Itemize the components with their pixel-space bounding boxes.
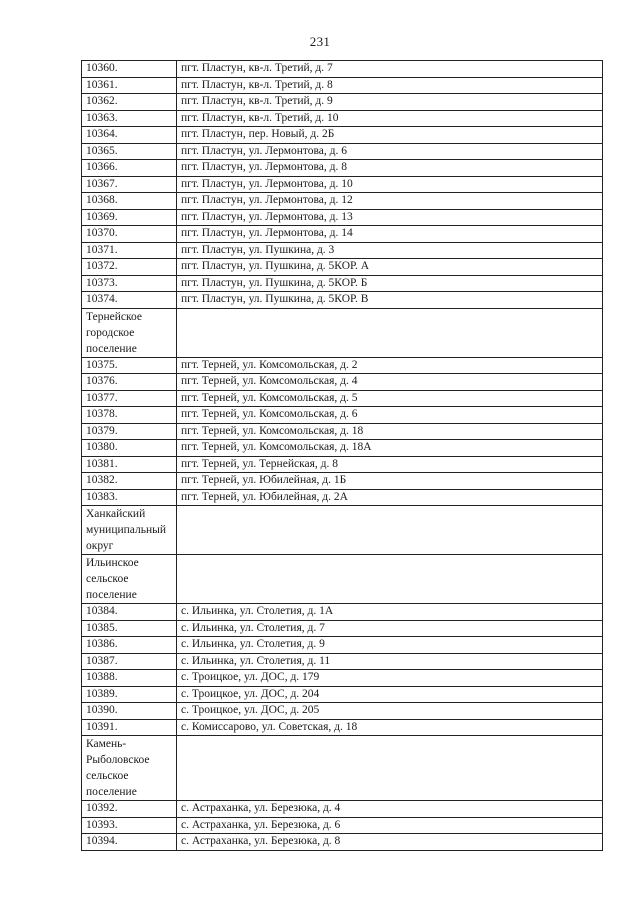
record-address: пгт. Терней, ул. Комсомольская, д. 5 bbox=[177, 390, 603, 407]
record-number: 10371. bbox=[82, 242, 177, 259]
record-number: 10369. bbox=[82, 209, 177, 226]
table-row bbox=[82, 440, 603, 457]
table-row bbox=[82, 226, 603, 243]
record-number: 10381. bbox=[82, 456, 177, 473]
record-address: пгт. Пластун, пер. Новый, д. 2Б bbox=[177, 127, 603, 144]
empty-cell bbox=[177, 736, 603, 801]
record-address: пгт. Пластун, ул. Пушкина, д. 5КОР. Б bbox=[177, 275, 603, 292]
table-row bbox=[82, 94, 603, 111]
record-address: пгт. Пластун, кв-л. Третий, д. 8 bbox=[177, 77, 603, 94]
table-row bbox=[82, 259, 603, 276]
record-number: 10377. bbox=[82, 390, 177, 407]
table-row bbox=[82, 160, 603, 177]
record-address: пгт. Терней, ул. Юбилейная, д. 1Б bbox=[177, 473, 603, 490]
table-row bbox=[82, 407, 603, 424]
record-address: пгт. Терней, ул. Юбилейная, д. 2А bbox=[177, 489, 603, 506]
record-address: пгт. Терней, ул. Комсомольская, д. 18А bbox=[177, 440, 603, 457]
record-number: 10380. bbox=[82, 440, 177, 457]
table-row bbox=[82, 209, 603, 226]
table-row bbox=[82, 456, 603, 473]
record-number: 10388. bbox=[82, 670, 177, 687]
record-number: 10378. bbox=[82, 407, 177, 424]
record-number: 10373. bbox=[82, 275, 177, 292]
table-row bbox=[82, 127, 603, 144]
table-row bbox=[82, 719, 603, 736]
section-name-line: сельское bbox=[86, 770, 129, 782]
record-number: 10379. bbox=[82, 423, 177, 440]
record-number: 10390. bbox=[82, 703, 177, 720]
record-number: 10383. bbox=[82, 489, 177, 506]
table-row bbox=[82, 604, 603, 621]
table-row bbox=[82, 423, 603, 440]
table-row bbox=[82, 489, 603, 506]
table-row bbox=[82, 390, 603, 407]
section-header-row bbox=[82, 555, 603, 604]
record-address: с. Ильинка, ул. Столетия, д. 11 bbox=[177, 653, 603, 670]
table-row bbox=[82, 193, 603, 210]
section-name-line: округ bbox=[86, 540, 114, 552]
record-address: с. Астраханка, ул. Березюка, д. 4 bbox=[177, 801, 603, 818]
record-address: пгт. Пластун, ул. Лермонтова, д. 13 bbox=[177, 209, 603, 226]
table-row bbox=[82, 374, 603, 391]
table-row bbox=[82, 110, 603, 127]
section-name-line: муниципальный bbox=[86, 524, 167, 536]
record-number: 10393. bbox=[82, 817, 177, 834]
section-name-line: Ильинское bbox=[86, 557, 139, 569]
record-number: 10363. bbox=[82, 110, 177, 127]
page-number: 231 bbox=[309, 34, 331, 49]
section-name-line: сельское bbox=[86, 573, 129, 585]
record-number: 10368. bbox=[82, 193, 177, 210]
table-row bbox=[82, 817, 603, 834]
record-address: пгт. Пластун, ул. Лермонтова, д. 10 bbox=[177, 176, 603, 193]
empty-cell bbox=[177, 308, 603, 357]
record-number: 10360. bbox=[82, 61, 177, 78]
record-address: с. Троицкое, ул. ДОС, д. 204 bbox=[177, 686, 603, 703]
record-number: 10385. bbox=[82, 620, 177, 637]
record-address: пгт. Терней, ул. Комсомольская, д. 2 bbox=[177, 357, 603, 374]
record-number: 10365. bbox=[82, 143, 177, 160]
record-address: пгт. Терней, ул. Комсомольская, д. 6 bbox=[177, 407, 603, 424]
record-address: с. Троицкое, ул. ДОС, д. 205 bbox=[177, 703, 603, 720]
record-number: 10386. bbox=[82, 637, 177, 654]
table-row bbox=[82, 357, 603, 374]
section-header-row bbox=[82, 308, 603, 357]
record-number: 10361. bbox=[82, 77, 177, 94]
section-name bbox=[82, 506, 177, 555]
record-number: 10372. bbox=[82, 259, 177, 276]
record-number: 10389. bbox=[82, 686, 177, 703]
record-address: с. Астраханка, ул. Березюка, д. 8 bbox=[177, 834, 603, 851]
record-address: пгт. Пластун, ул. Лермонтова, д. 14 bbox=[177, 226, 603, 243]
record-number: 10391. bbox=[82, 719, 177, 736]
section-name-line: поселение bbox=[86, 589, 137, 601]
record-number: 10376. bbox=[82, 374, 177, 391]
section-name-line: Тернейское bbox=[86, 310, 142, 323]
record-address: пгт. Терней, ул. Комсомольская, д. 18 bbox=[177, 423, 603, 440]
table-row bbox=[82, 77, 603, 94]
section-header-row bbox=[82, 506, 603, 555]
record-address: пгт. Пластун, ул. Лермонтова, д. 12 bbox=[177, 193, 603, 210]
address-registry-table bbox=[81, 60, 603, 851]
table-row bbox=[82, 670, 603, 687]
record-address: пгт. Пластун, ул. Пушкина, д. 3 bbox=[177, 242, 603, 259]
empty-cell bbox=[177, 555, 603, 604]
table-row bbox=[82, 686, 603, 703]
record-number: 10384. bbox=[82, 604, 177, 621]
table-row bbox=[82, 801, 603, 818]
table-row bbox=[82, 703, 603, 720]
section-name-line: городское bbox=[86, 326, 135, 339]
record-address: с. Ильинка, ул. Столетия, д. 7 bbox=[177, 620, 603, 637]
section-name-line: Рыболовское bbox=[86, 754, 150, 766]
table-row bbox=[82, 242, 603, 259]
table-row bbox=[82, 292, 603, 309]
record-number: 10392. bbox=[82, 801, 177, 818]
section-name-line: поселение bbox=[86, 342, 137, 355]
table-row bbox=[82, 637, 603, 654]
section-name-line: Камень- bbox=[86, 738, 127, 750]
record-address: пгт. Пластун, ул. Пушкина, д. 5КОР. А bbox=[177, 259, 603, 276]
record-address: пгт. Пластун, кв-л. Третий, д. 9 bbox=[177, 94, 603, 111]
empty-cell bbox=[177, 506, 603, 555]
record-number: 10374. bbox=[82, 292, 177, 309]
record-number: 10366. bbox=[82, 160, 177, 177]
section-name-line: Ханкайский bbox=[86, 508, 146, 520]
record-address: пгт. Терней, ул. Тернейская, д. 8 bbox=[177, 456, 603, 473]
section-name bbox=[82, 555, 177, 604]
record-address: с. Астраханка, ул. Березюка, д. 6 bbox=[177, 817, 603, 834]
record-number: 10394. bbox=[82, 834, 177, 851]
record-address: с. Троицкое, ул. ДОС, д. 179 bbox=[177, 670, 603, 687]
table-row bbox=[82, 473, 603, 490]
section-name bbox=[82, 736, 177, 801]
record-number: 10367. bbox=[82, 176, 177, 193]
registry-body bbox=[82, 61, 603, 851]
record-address: пгт. Пластун, ул. Лермонтова, д. 6 bbox=[177, 143, 603, 160]
record-number: 10370. bbox=[82, 226, 177, 243]
record-number: 10362. bbox=[82, 94, 177, 111]
table-row bbox=[82, 620, 603, 637]
record-address: с. Комиссарово, ул. Советская, д. 18 bbox=[177, 719, 603, 736]
record-number: 10387. bbox=[82, 653, 177, 670]
record-number: 10364. bbox=[82, 127, 177, 144]
record-address: пгт. Терней, ул. Комсомольская, д. 4 bbox=[177, 374, 603, 391]
section-name-line: поселение bbox=[86, 786, 137, 798]
table-row bbox=[82, 275, 603, 292]
record-address: пгт. Пластун, ул. Пушкина, д. 5КОР. В bbox=[177, 292, 603, 309]
record-address: пгт. Пластун, кв-л. Третий, д. 7 bbox=[177, 61, 603, 78]
record-address: пгт. Пластун, ул. Лермонтова, д. 8 bbox=[177, 160, 603, 177]
table-row bbox=[82, 61, 603, 78]
table-row bbox=[82, 176, 603, 193]
section-name bbox=[82, 308, 177, 357]
record-number: 10382. bbox=[82, 473, 177, 490]
table-row bbox=[82, 834, 603, 851]
section-header-row bbox=[82, 736, 603, 801]
record-address: с. Ильинка, ул. Столетия, д. 9 bbox=[177, 637, 603, 654]
record-number: 10375. bbox=[82, 357, 177, 374]
record-address: с. Ильинка, ул. Столетия, д. 1А bbox=[177, 604, 603, 621]
table-row bbox=[82, 653, 603, 670]
record-address: пгт. Пластун, кв-л. Третий, д. 10 bbox=[177, 110, 603, 127]
table-row bbox=[82, 143, 603, 160]
